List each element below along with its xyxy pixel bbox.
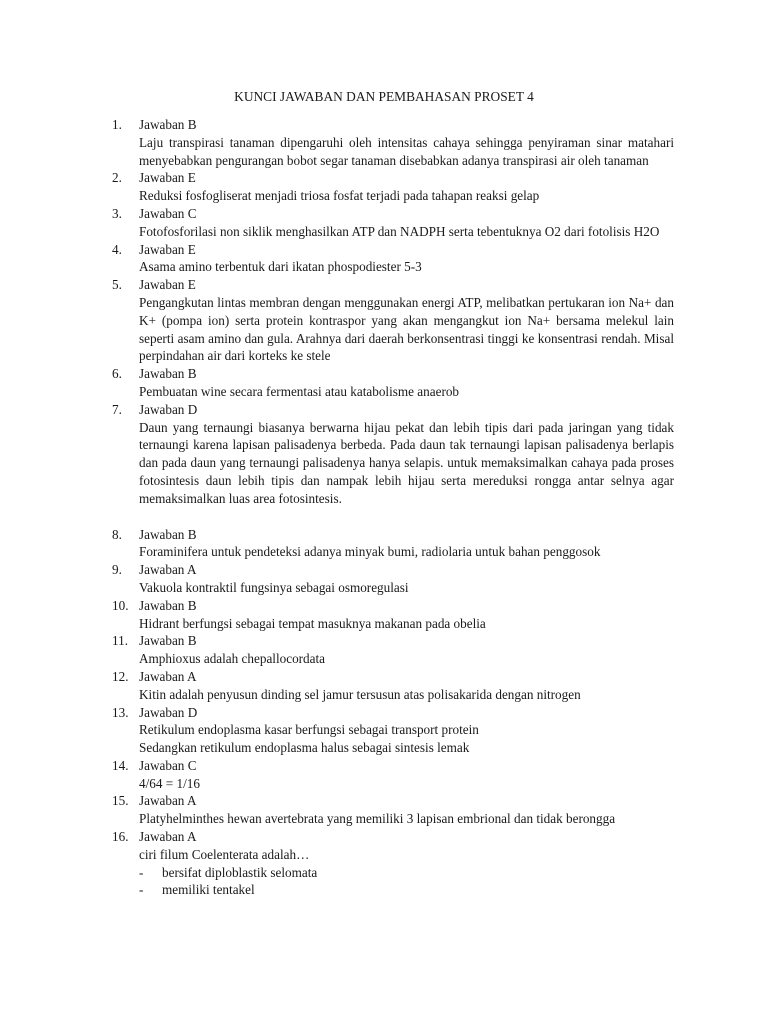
answer-item bbox=[112, 668, 674, 704]
item-number: 1. bbox=[112, 117, 122, 132]
item-number: 2. bbox=[112, 170, 122, 186]
explanation-text: Asama amino terbentuk dari ikatan phospodiester 5-3 bbox=[139, 259, 422, 275]
item-number: 12. bbox=[112, 668, 129, 684]
explanation-text: Foraminifera untuk pendeteksi adanya minyak bumi, radiolaria untuk bahan penggosok bbox=[139, 544, 601, 560]
explanation-text: Amphioxus adalah chepallocordata bbox=[139, 651, 326, 667]
answer-item bbox=[112, 401, 674, 508]
dash-icon: - bbox=[139, 864, 144, 880]
answer-label: Jawaban E bbox=[139, 241, 196, 257]
explanation-text: Pengangkutan lintas membran dengan menggunakan energi ATP, melibatkan pertukaran ion Na+ dan K+ (pompa ion) serta protein kontraspor yang akan mengangkut ion Na+ bersama melekul lain seperti asam amino dan gula. Arahnya dari daerah berkonsentrasi tinggi ke konsentrasi rendah. Misal perpindahan air dari korteks ke stele bbox=[139, 294, 674, 364]
answer-label: Jawaban B bbox=[139, 597, 197, 613]
item-number: 3. bbox=[112, 205, 122, 221]
answer-label: Jawaban C bbox=[139, 205, 197, 221]
answer-label: Jawaban A bbox=[139, 793, 197, 809]
answer-label: Jawaban B bbox=[139, 117, 197, 132]
answer-item bbox=[112, 704, 674, 757]
explanation-text: Sedangkan retikulum endoplasma halus sebagai sintesis lemak bbox=[139, 740, 470, 756]
answer-label: Jawaban C bbox=[139, 757, 197, 773]
item-number: 8. bbox=[112, 526, 122, 542]
answer-label: Jawaban E bbox=[139, 277, 196, 293]
answer-item bbox=[112, 365, 674, 401]
item-number: 7. bbox=[112, 401, 122, 417]
bullet-item bbox=[139, 864, 674, 882]
item-number: 10. bbox=[112, 597, 129, 613]
answer-label: Jawaban A bbox=[139, 668, 197, 684]
explanation-text: Fotofosforilasi non siklik menghasilkan ATP dan NADPH serta tebentuknya O2 dari fotolisis H2O bbox=[139, 223, 660, 239]
answer-label: Jawaban B bbox=[139, 526, 197, 542]
answer-list bbox=[112, 116, 674, 899]
explanation-text: Pembuatan wine secara fermentasi atau katabolisme anaerob bbox=[139, 383, 460, 399]
paragraph-gap bbox=[112, 508, 674, 526]
explanation-text: Retikulum endoplasma kasar berfungsi sebagai transport protein bbox=[139, 722, 479, 738]
item-number: 13. bbox=[112, 704, 129, 720]
explanation-text: Daun yang ternaungi biasanya berwarna hijau pekat dan lebih tipis dari pada jaringan yang tidak ternaungi karena lapisan palisadenya berbeda. Pada daun tak ternaungi lapisan palisadenya berlapis dan pada daun yang ternaungi palisadenya hanya selapis. untuk memaksimalkan cahaya pada proses fotosintesis daun lebih tipis dan nampak lebih hijau serta mereduksi rongga antar selnya agar memaksimalkan luas area fotosintesis. bbox=[139, 419, 674, 506]
answer-item bbox=[112, 597, 674, 633]
item-number: 5. bbox=[112, 277, 122, 293]
answer-label: Jawaban B bbox=[139, 366, 197, 382]
answer-item bbox=[112, 169, 674, 205]
answer-label: Jawaban A bbox=[139, 829, 197, 845]
answer-item bbox=[112, 632, 674, 668]
explanation-text: Vakuola kontraktil fungsinya sebagai osmoregulasi bbox=[139, 579, 409, 595]
answer-label: Jawaban D bbox=[139, 401, 198, 417]
answer-label: Jawaban B bbox=[139, 633, 197, 649]
explanation-text: Hidrant berfungsi sebagai tempat masuknya makanan pada obelia bbox=[139, 615, 486, 631]
answer-label: Jawaban A bbox=[139, 562, 197, 578]
answer-label: Jawaban D bbox=[139, 704, 198, 720]
dash-icon: - bbox=[139, 882, 144, 898]
bullet-text: bersifat diploblastik selomata bbox=[162, 864, 318, 880]
answer-item bbox=[112, 276, 674, 365]
item-number: 11. bbox=[112, 633, 128, 649]
explanation-text: Reduksi fosfogliserat menjadi triosa fosfat terjadi pada tahapan reaksi gelap bbox=[139, 188, 540, 204]
explanation-text: Kitin adalah penyusun dinding sel jamur tersusun atas polisakarida dengan nitrogen bbox=[139, 686, 581, 702]
explanation-text: Laju transpirasi tanaman dipengaruhi oleh intensitas cahaya sehingga penyiraman sinar matahari menyebabkan pengurangan bobot segar tanaman disebabkan adanya transpirasi air oleh tanaman bbox=[139, 134, 674, 168]
answer-item bbox=[112, 116, 674, 169]
explanation-text: ciri filum Coelenterata adalah… bbox=[139, 846, 310, 862]
explanation-text: Platyhelminthes hewan avertebrata yang memiliki 3 lapisan embrional dan tidak berongga bbox=[139, 811, 616, 827]
explanation-text: 4/64 = 1/16 bbox=[139, 775, 200, 791]
answer-item bbox=[112, 526, 674, 562]
answer-item bbox=[112, 757, 674, 793]
item-number: 14. bbox=[112, 757, 129, 773]
item-number: 9. bbox=[112, 562, 122, 578]
item-number: 6. bbox=[112, 366, 122, 382]
item-number: 16. bbox=[112, 829, 129, 845]
answer-item bbox=[112, 205, 674, 241]
item-number: 4. bbox=[112, 241, 122, 257]
answer-item bbox=[112, 828, 674, 899]
item-number: 15. bbox=[112, 793, 129, 809]
bullet-text: memiliki tentakel bbox=[162, 882, 255, 898]
answer-item bbox=[112, 241, 674, 277]
answer-item bbox=[112, 561, 674, 597]
answer-item bbox=[112, 792, 674, 828]
page-title: KUNCI JAWABAN DAN PEMBAHASAN PROSET 4 bbox=[234, 89, 534, 104]
bullet-item bbox=[139, 881, 674, 899]
answer-label: Jawaban E bbox=[139, 170, 196, 186]
